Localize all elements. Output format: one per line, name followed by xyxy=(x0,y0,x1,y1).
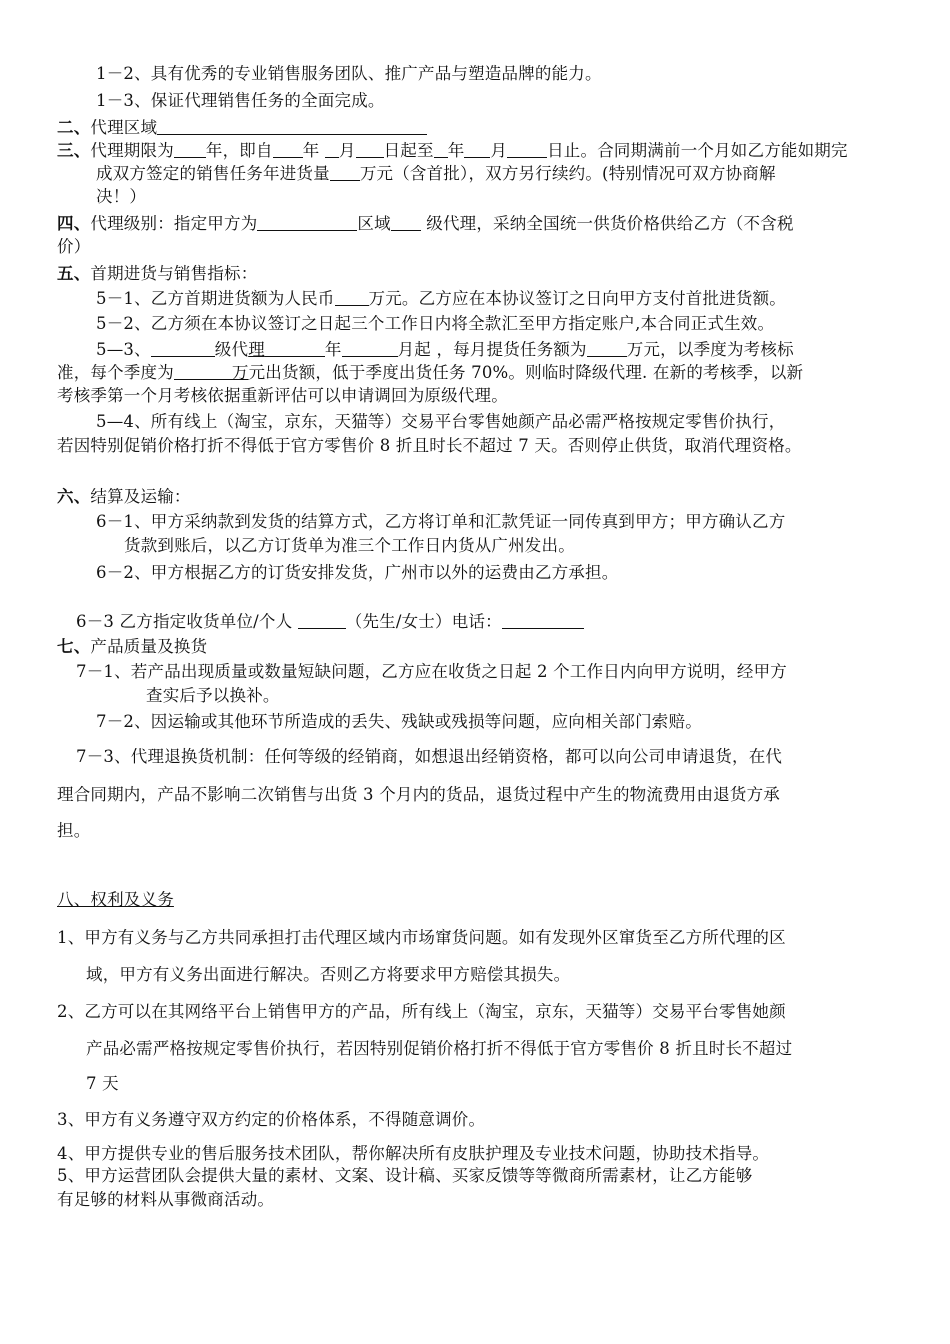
text-segment: 代理级别：指定甲方为 xyxy=(90,214,258,233)
text-segment: 万元。乙方应在本协议签订之日向甲方支付首批进货额。 xyxy=(368,289,786,308)
text-segment: 6－3 乙方指定收货单位/个人 xyxy=(76,612,298,631)
text-line xyxy=(96,710,702,734)
text-line xyxy=(57,1188,274,1212)
text-segment: 2、乙方可以在其网络平台上销售甲方的产品，所有线上（淘宝，京东，天猫等）交易平台零售她颜 xyxy=(57,1002,786,1021)
text-segment: 域，甲方有义务出面进行解决。否则乙方将要求甲方赔偿其损失。 xyxy=(86,965,571,984)
text-segment: 7－3、代理退换货机制：任何等级的经销商，如想退出经销资格，都可以向公司申请退货，在代 xyxy=(76,747,783,766)
text-line xyxy=(57,212,794,236)
text-segment: 5－2、乙方须在本协议签订之日起三个工作日内将全款汇至甲方指定账户,本合同正式生效。 xyxy=(96,314,775,333)
section-number: 五、 xyxy=(57,264,91,283)
text-segment: 万 xyxy=(231,363,249,382)
fill-in-blank xyxy=(174,139,206,158)
text-segment: （先生/女士）电话： xyxy=(345,612,502,631)
fill-in-blank xyxy=(335,287,369,306)
text-segment: 日止。合同期满前一个月如乙方能如期完 xyxy=(547,141,848,160)
text-line xyxy=(57,262,257,286)
text-segment: 5－1、乙方首期进货额为人民币 xyxy=(96,289,335,308)
text-line xyxy=(86,1072,119,1096)
text-segment: 级代 xyxy=(214,340,249,359)
text-segment: 首期进货与销售指标： xyxy=(90,264,258,283)
text-line xyxy=(57,1142,769,1166)
text-line xyxy=(96,410,785,434)
text-segment: 1－2、具有优秀的专业销售服务团队、推广产品与塑造品牌的能力。 xyxy=(96,64,602,83)
text-line xyxy=(146,684,280,708)
text-line xyxy=(57,434,802,458)
fill-in-blank xyxy=(330,162,360,181)
fill-in-blank xyxy=(342,338,398,357)
text-line xyxy=(96,185,146,209)
text-segment: 万元（含首批），双方另行续约。(特别情况可双方协商解 xyxy=(359,164,776,183)
section-number: 二、 xyxy=(57,118,91,137)
text-line xyxy=(96,162,776,186)
text-segment: 月 xyxy=(490,141,508,160)
text-segment: 年 xyxy=(302,141,325,160)
text-line xyxy=(57,361,803,385)
text-line xyxy=(57,783,780,807)
fill-in-blank xyxy=(464,139,490,158)
text-segment: 级代理，采纳全国统一供货价格供给乙方（不含税 xyxy=(420,214,794,233)
text-segment: 3、甲方有义务遵守双方约定的价格体系，不得随意调价。 xyxy=(57,1110,486,1129)
text-line xyxy=(57,235,90,259)
text-segment: 有足够的材料从事微商活动。 xyxy=(57,1190,275,1209)
text-segment: 代理期限为 xyxy=(90,141,174,160)
text-segment: 4、甲方提供专业的售后服务技术团队，帮你解决所有皮肤护理及专业技术问题，协助技术指导。 xyxy=(57,1144,770,1163)
text-segment: 区域 xyxy=(357,214,391,233)
text-segment: 成双方签定的销售任务年进货量 xyxy=(96,164,330,183)
text-segment: 6－1、甲方采纳款到发货的结算方式，乙方将订单和汇款凭证一同传真到甲方；甲方确认乙方 xyxy=(96,512,786,531)
text-line xyxy=(96,287,786,311)
text-segment: 月起 ，每月提货任务额为 xyxy=(397,340,587,359)
text-segment: 价） xyxy=(57,237,91,256)
text-line xyxy=(57,139,848,163)
fill-in-blank xyxy=(157,116,427,135)
fill-in-blank xyxy=(434,139,448,158)
text-segment: 理合同期内，产品不影响二次销售与出货 3 个月内的货品，退货过程中产生的物流费用由退货方承 xyxy=(57,785,780,804)
text-segment: 结算及运输： xyxy=(90,487,191,506)
text-segment: 代理区域 xyxy=(90,118,158,137)
text-line xyxy=(76,745,782,769)
text-segment: 年 xyxy=(324,340,342,359)
text-line xyxy=(57,819,90,843)
section-number: 七、 xyxy=(57,637,91,656)
text-segment: 7 天 xyxy=(86,1074,119,1093)
text-line xyxy=(57,384,508,408)
text-line xyxy=(96,312,774,336)
fill-in-blank xyxy=(502,610,584,629)
text-line xyxy=(76,610,584,634)
fill-in-blank xyxy=(151,338,215,357)
text-segment: 5—3、 xyxy=(96,340,151,359)
text-line xyxy=(57,888,174,912)
text-segment: 7－2、因运输或其他环节所造成的丢失、残缺或残损等问题，应向相关部门索赔。 xyxy=(96,712,702,731)
text-segment: 查实后予以换补。 xyxy=(146,686,280,705)
text-segment: 考核季第一个月考核依据重新评估可以申请调回为原级代理。 xyxy=(57,386,508,405)
text-line xyxy=(96,89,385,113)
fill-in-blank xyxy=(507,139,547,158)
text-line xyxy=(57,1000,786,1024)
text-line xyxy=(96,561,618,585)
fill-in-blank xyxy=(265,338,325,357)
text-segment: 5—4、所有线上（淘宝，京东，天猫等）交易平台零售她颜产品必需严格按规定零售价执行， xyxy=(96,412,786,431)
text-segment: 5、甲方运营团队会提供大量的素材、文案、设计稿、买家反馈等等微商所需素材，让乙方能够 xyxy=(57,1166,753,1185)
text-line xyxy=(57,926,786,950)
text-segment: 月 xyxy=(338,141,356,160)
text-line xyxy=(96,62,602,86)
fill-in-blank xyxy=(587,338,627,357)
section-number: 六、 xyxy=(57,487,91,506)
text-line xyxy=(57,1164,752,1188)
fill-in-blank xyxy=(273,139,303,158)
fill-in-blank xyxy=(298,610,346,629)
text-segment: 决！） xyxy=(96,187,147,206)
text-segment: 八、权利及义务 xyxy=(57,890,174,909)
text-segment: 1、甲方有义务与乙方共同承担打击代理区域内市场窜货问题。如有发现外区窜货至乙方所代理的区 xyxy=(57,928,786,947)
text-segment: 若因特别促销价格打折不得低于官方零售价 8 折且时长不超过 7 天。否则停止供货，取消代理资格。 xyxy=(57,436,802,455)
text-segment: 元出货额，低于季度出货任务 70%。则临时降级代理. 在新的考核季，以新 xyxy=(248,363,804,382)
text-segment: 产品必需严格按规定零售价执行，若因特别促销价格打折不得低于官方零售价 8 折且时长不超过 xyxy=(86,1039,793,1058)
text-segment: 准，每个季度为 xyxy=(57,363,174,382)
text-line xyxy=(57,485,191,509)
text-segment: 年 xyxy=(447,141,465,160)
text-segment: 万元，以季度为考核标 xyxy=(626,340,794,359)
text-line xyxy=(124,534,575,558)
text-line xyxy=(96,510,785,534)
text-segment: 年，即自 xyxy=(205,141,273,160)
text-segment: 货款到账后，以乙方订货单为准三个工作日内货从广州发出。 xyxy=(124,536,575,555)
text-line xyxy=(57,1108,485,1132)
fill-in-blank xyxy=(325,139,339,158)
fill-in-blank xyxy=(257,212,357,231)
section-number: 四、 xyxy=(57,214,91,233)
text-line xyxy=(86,963,570,987)
text-line xyxy=(86,1037,792,1061)
text-line xyxy=(96,338,794,362)
text-line xyxy=(57,116,427,140)
fill-in-blank xyxy=(356,139,384,158)
fill-in-blank xyxy=(391,212,421,231)
text-segment: 6－2、甲方根据乙方的订货安排发货，广州市以外的运费由乙方承担。 xyxy=(96,563,619,582)
section-number: 三、 xyxy=(57,141,91,160)
text-line xyxy=(57,635,207,659)
fill-in-blank xyxy=(174,361,232,380)
text-segment: 1－3、保证代理销售任务的全面完成。 xyxy=(96,91,385,110)
text-segment: 理 xyxy=(248,340,265,359)
text-segment: 担。 xyxy=(57,821,91,840)
text-segment: 产品质量及换货 xyxy=(90,637,208,656)
text-line xyxy=(76,660,787,684)
text-segment: 日起至 xyxy=(383,141,434,160)
text-segment: 7－1、若产品出现质量或数量短缺问题，乙方应在收货之日起 2 个工作日内向甲方说明，经甲方 xyxy=(76,662,787,681)
